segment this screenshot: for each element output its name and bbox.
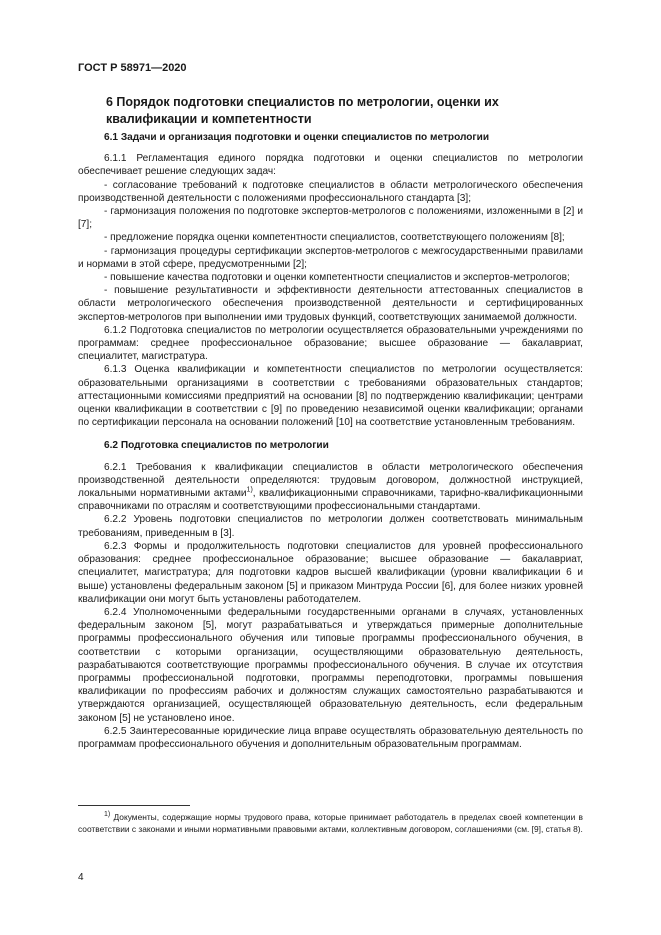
bullet-item: - согласование требований к подготовке специалистов в области метрологического обеспечения производственной деятельности с положениями профессионального стандарта [3]; bbox=[78, 179, 583, 204]
paragraph-6-2-1 bbox=[78, 461, 583, 514]
section-title: 6 Порядок подготовки специалистов по метрологии, оценки их квалификации и компетентности bbox=[106, 95, 499, 126]
footnote bbox=[78, 812, 583, 835]
paragraph-6-1-3: 6.1.3 Оценка квалификации и компетентности специалистов по метрологии осуществляется: образовательными организациями в соответствии с требованиями образовательных стандартов; аттестационными комиссиями предприятий на основании [8] по подтверждению квалификации; центрами оценки квалификации в соответствии с [9] по проведению независимой оценки квалификации; органами по сертификации персонала на основании положений [10] на соответствие установленным требованиям. bbox=[78, 364, 583, 429]
footnote-ref: 1) bbox=[246, 486, 253, 494]
subsection-title-6-2: 6.2 Подготовка специалистов по метрологии bbox=[104, 440, 329, 452]
paragraph-6-2-2: 6.2.2 Уровень подготовки специалистов по метрологии должен соответствовать минимальным требованиям, приведенным в [3]. bbox=[78, 514, 583, 539]
footnote-mark: 1) bbox=[104, 811, 111, 819]
bullet-item: - гармонизация процедуры сертификации экспертов-метрологов с межгосударственными правилами и нормами в этой сфере, предусмотренными [2]; bbox=[78, 245, 583, 270]
bullet-item: - гармонизация положения по подготовке экспертов-метрологов с положениями, изложенными в [2] и [7]; bbox=[78, 206, 583, 231]
paragraph-6-1-2: 6.1.2 Подготовка специалистов по метрологии осуществляется образовательными учреждениями по программам: среднее профессиональное образование; высшее образование — бакалавриат, специалитет, магистратура. bbox=[78, 324, 583, 363]
bullet-item: - предложение порядка оценки компетентности специалистов, соответствующего положениям [8]; bbox=[104, 232, 565, 244]
paragraph-6-2-3: 6.2.3 Формы и продолжительность подготовки специалистов для уровней профессионального образования: среднее профессиональное образование; высшее образование — бакалавриат, специалитет, магистратура; для подготовки кадров высшей квалификации (уровни квалификации 6 и выше) установлены федеральным законом [5] и приказом Минтруда России [6], для более низких уровней квалификации они могут быть установлены работодателем. bbox=[78, 540, 583, 605]
paragraph-6-2-4: 6.2.4 Уполномоченными федеральными государственными органами в случаях, установленных федеральным законом [5], могут разрабатываться и утверждаться примерные дополнительные программы профессионального обучения или типовые программы профессионального обучения, в соответствии с которыми организации, осуществляющими образовательную деятельность, разрабатываются соответствующие программы профессионального обучения. В случае их отсутствия программы профессиональной подготовки, программы переподготовки, программы повышения квалификации по профессиям рабочих и должностям служащих самостоятельно разрабатываются и утверждаются организацией, осуществляющей образовательную деятельность, если федеральным законом [5] не установлено иное. bbox=[78, 606, 583, 724]
paragraph-6-1-1: 6.1.1 Регламентация единого порядка подготовки и оценки специалистов по метрологии обеспечивает решение следующих задач: bbox=[78, 153, 583, 178]
footnote-text: Документы, содержащие нормы трудового права, которые принимает работодатель в пределах своей компетенции в соответствии с законами и иными нормативными правовыми актами, коллективным договором, соглашениями (см. [9], статья 8). bbox=[78, 812, 583, 834]
bullet-item: - повышение результативности и эффективности деятельности аттестованных специалистов в области метрологического обеспечения производственной деятельности и сертифицированных экспертов-метрологов при выполнении ими трудовых функций, соответствующих занимаемой должности. bbox=[78, 285, 583, 323]
paragraph-6-2-5: 6.2.5 Заинтересованные юридические лица вправе осуществлять образовательную деятельность по программам профессионального обучения и дополнительным образовательным программам. bbox=[78, 725, 583, 750]
footnote-divider bbox=[78, 805, 190, 806]
page-number: 4 bbox=[78, 872, 84, 883]
paragraph-6-2-1-text: 6.2.1 Требования к квалификации специалистов в области метрологического обеспечения производственной деятельности определяются: трудовым договором, должностной инструкцией, локальными нормативными актами bbox=[78, 461, 583, 500]
bullet-item: - повышение качества подготовки и оценки компетентности специалистов и экспертов-метрологов; bbox=[104, 272, 570, 284]
subsection-title-6-1: 6.1 Задачи и организация подготовки и оценки специалистов по метрологии bbox=[104, 132, 490, 143]
page-body bbox=[78, 131, 583, 751]
paragraph-6-2-1-text-cont: , квалификационными справочниками, тарифно-квалификационными справочниками по отраслям и соответствующими профессиональными стандартами. bbox=[78, 488, 583, 513]
document-header: ГОСТ Р 58971—2020 bbox=[78, 62, 187, 74]
